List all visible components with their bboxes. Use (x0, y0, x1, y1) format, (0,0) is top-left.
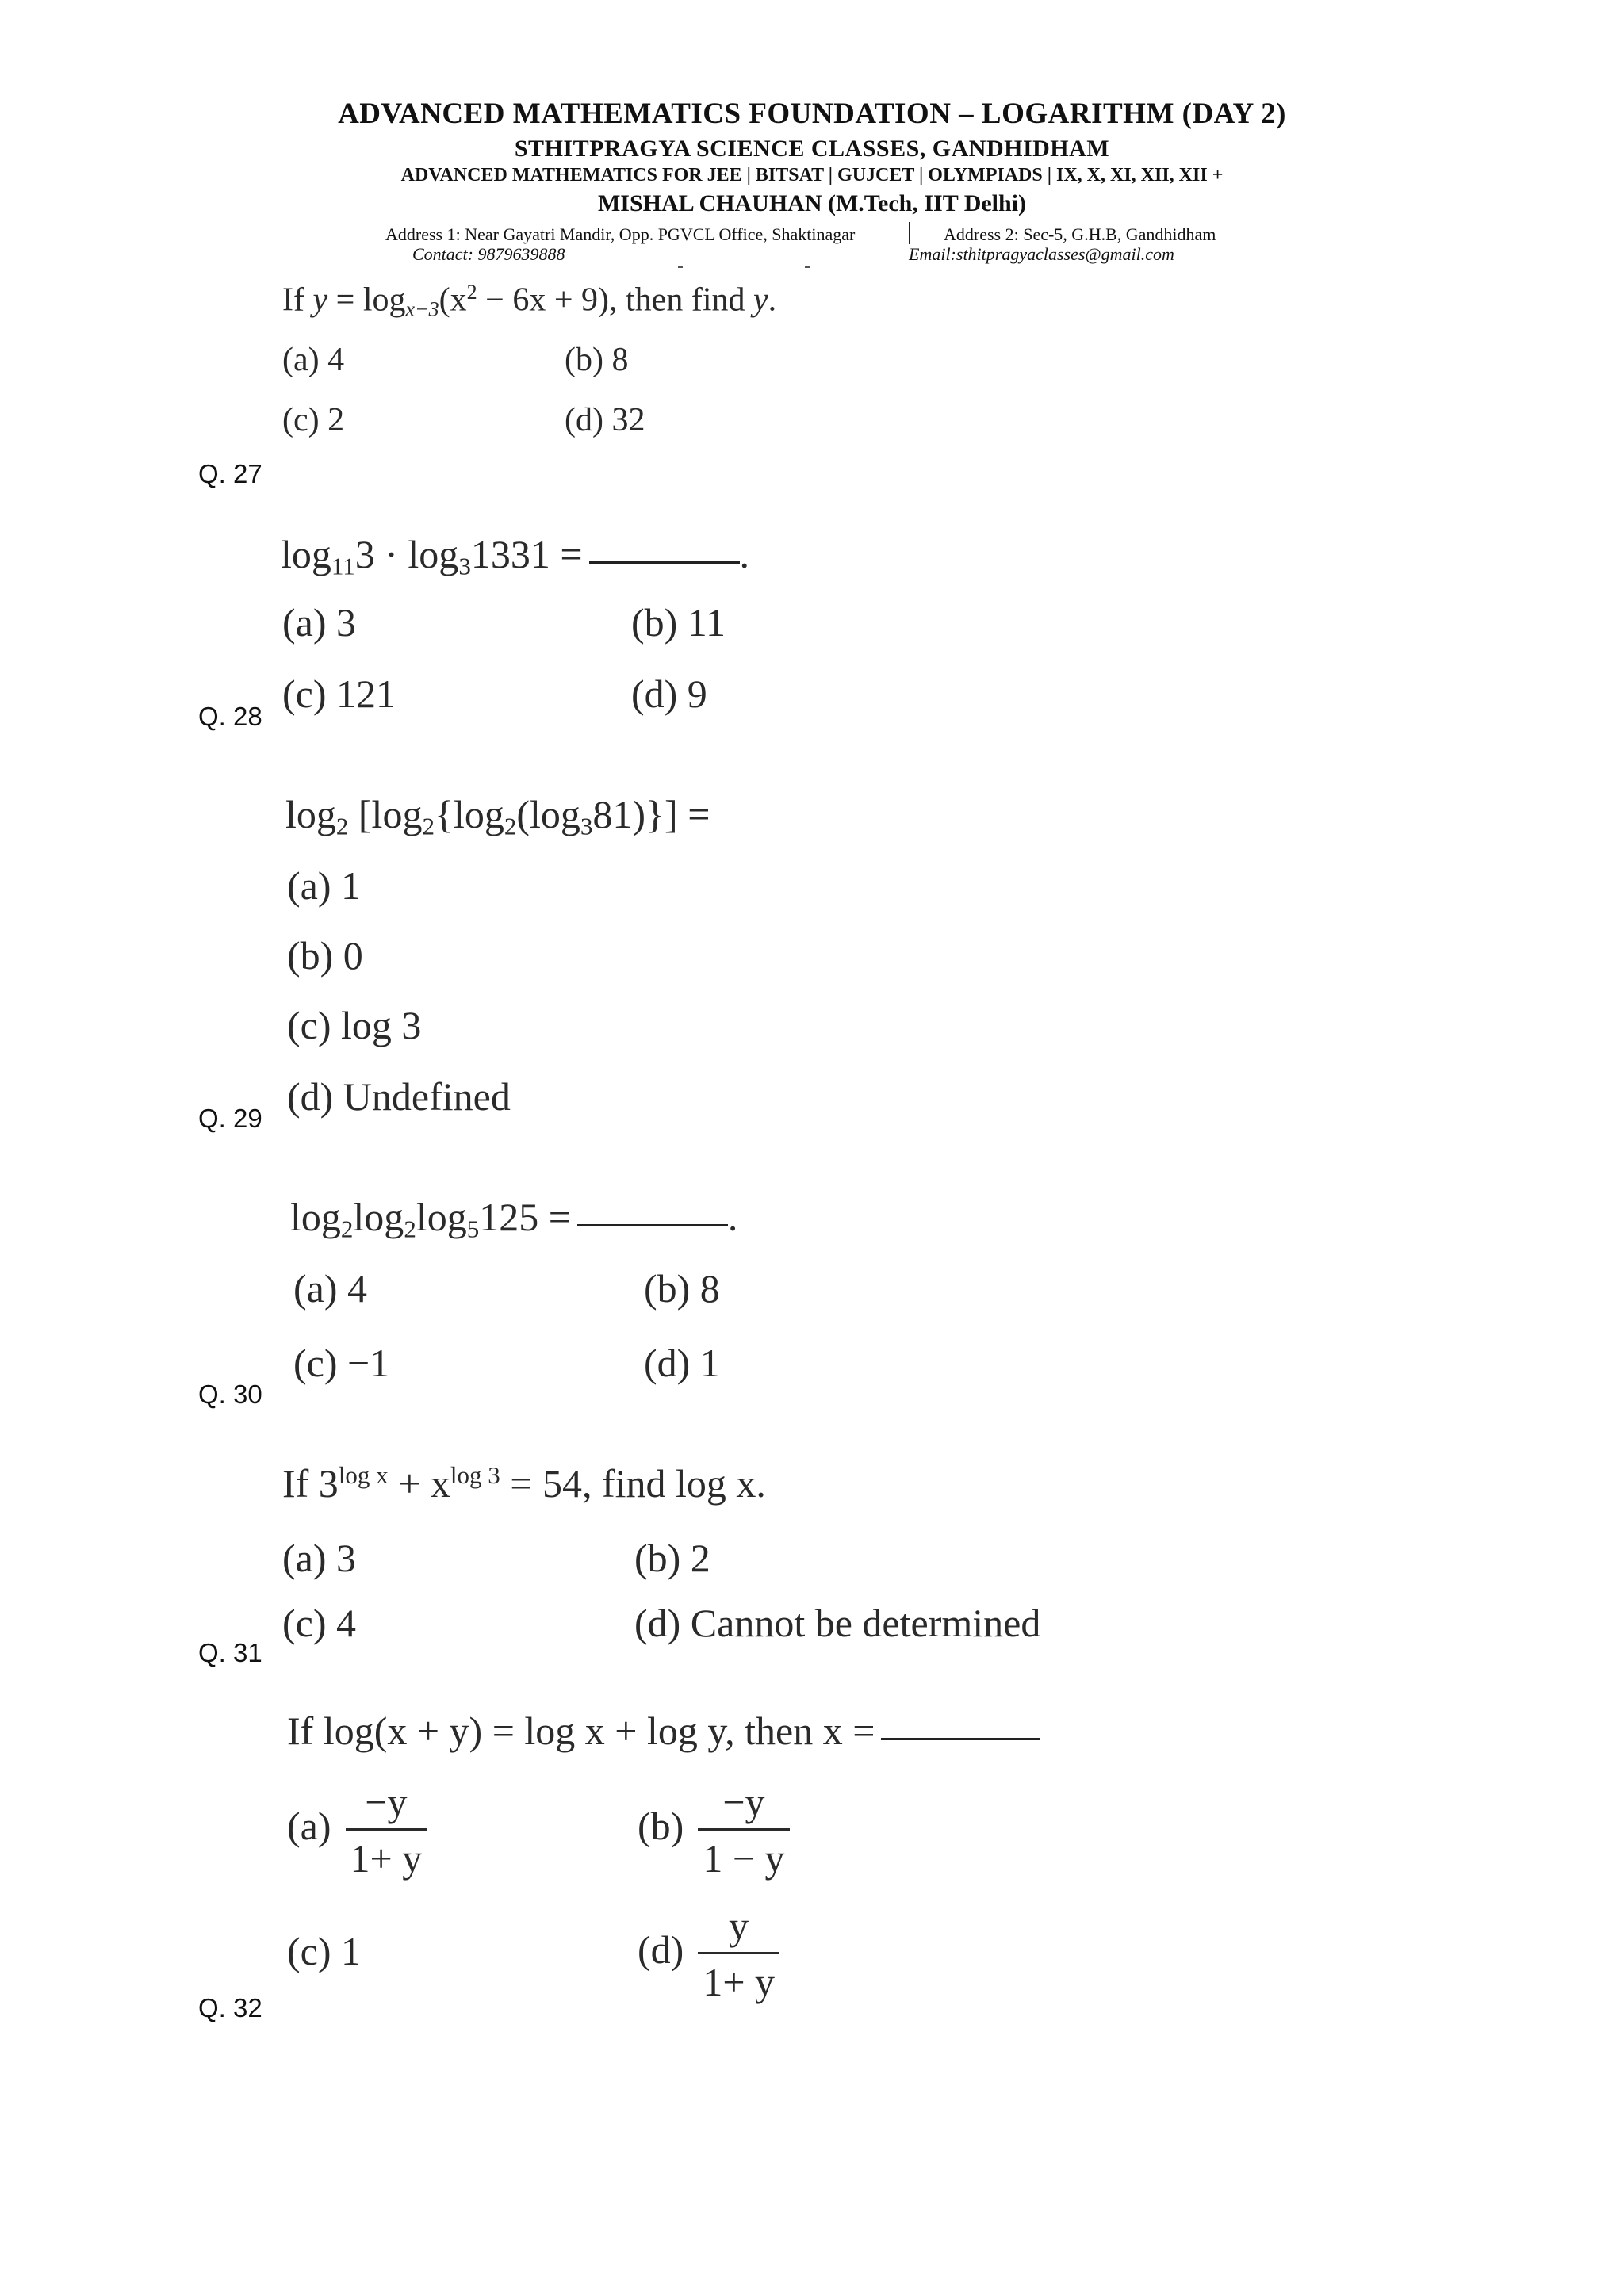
exponent: 2 (466, 281, 477, 304)
institute-name: STHITPRAGYA SCIENCE CLASSES, GANDHIDHAM (514, 136, 1110, 162)
var: y (753, 281, 768, 319)
question-28-stem (281, 531, 749, 581)
question-28-option-c[interactable]: (c) 121 (282, 672, 396, 716)
fraction (698, 1779, 789, 1881)
question-30-option-a[interactable]: (a) 4 (293, 1266, 367, 1311)
log-base: 2 (404, 1215, 416, 1243)
log-base: 2 (340, 1215, 354, 1243)
text: (x (439, 281, 467, 319)
numerator: −y (365, 1780, 408, 1824)
question-28-option-d[interactable]: (d) 9 (631, 672, 707, 716)
question-30-label: Q. 30 (198, 1380, 262, 1409)
question-29-option-c[interactable]: (c) log 3 (287, 1003, 422, 1047)
question-31-label: Q. 31 (198, 1638, 262, 1667)
question-31-option-d[interactable]: (d) Cannot be determined (634, 1601, 1041, 1645)
question-29-label: Q. 29 (198, 1104, 262, 1133)
text: 125 = (479, 1195, 571, 1239)
text: If 3 (282, 1461, 339, 1506)
question-27-option-b[interactable]: (b) 8 (565, 342, 629, 378)
contact-email: Email:sthitpragyaclasses@gmail.com (909, 244, 1174, 264)
question-27-stem (282, 281, 776, 322)
question-32-option-a[interactable] (287, 1779, 427, 1881)
option-label: (d) (638, 1927, 684, 1972)
question-29-option-a[interactable]: (a) 1 (287, 863, 361, 908)
text: [log (348, 792, 423, 836)
address-2: Address 2: Sec-5, G.H.B, Gandhidham (944, 224, 1216, 244)
log-base: 2 (504, 812, 517, 840)
question-32-option-d[interactable] (638, 1903, 779, 2005)
exponent: log 3 (450, 1460, 500, 1489)
question-27-option-a[interactable]: (a) 4 (282, 342, 345, 378)
question-30-option-d[interactable]: (d) 1 (644, 1341, 720, 1385)
question-28-option-b[interactable]: (b) 11 (631, 600, 726, 645)
question-30-stem (290, 1194, 737, 1244)
text: If log(x + y) = log x + log y, then x = (287, 1709, 875, 1753)
text: log (353, 1195, 404, 1239)
option-label: (c) 1 (287, 1929, 361, 1973)
question-28-option-a[interactable]: (a) 3 (282, 600, 356, 645)
question-27-option-c[interactable]: (c) 2 (282, 402, 345, 438)
text: = log (327, 281, 406, 319)
log-base: x−3 (405, 297, 439, 321)
numerator: −y (722, 1780, 765, 1824)
log-base: 2 (422, 812, 435, 840)
text: 3 · log (354, 532, 459, 576)
option-label: (b) (638, 1803, 684, 1848)
log-base: 11 (331, 552, 355, 580)
divider-mark (678, 266, 683, 268)
answer-blank (577, 1223, 728, 1226)
text: . (739, 532, 750, 576)
courses-line: ADVANCED MATHEMATICS FOR JEE | BITSAT | GUJCET | OLYMPIADS | IX, X, XI, XII, XII + (400, 165, 1224, 186)
log-base: 5 (466, 1215, 480, 1243)
question-31-option-a[interactable]: (a) 3 (282, 1536, 356, 1580)
question-27-option-d[interactable]: (d) 32 (565, 402, 645, 438)
text: log (281, 532, 331, 576)
text: − 6x + 9), then find (477, 281, 753, 319)
text: + x (388, 1461, 450, 1506)
address-1: Address 1: Near Gayatri Mandir, Opp. PGVCL Office, Shaktinagar (385, 224, 856, 244)
var: y (312, 281, 328, 319)
question-28-label: Q. 28 (198, 702, 262, 731)
question-27-label: Q. 27 (198, 459, 262, 488)
question-29-option-b[interactable]: (b) 0 (287, 933, 363, 978)
question-30-option-b[interactable]: (b) 8 (644, 1266, 720, 1311)
question-29-stem (285, 791, 710, 841)
log-base: 3 (458, 552, 471, 580)
text: . (727, 1195, 738, 1239)
log-base: 2 (335, 812, 349, 840)
numerator: y (729, 1904, 749, 1948)
answer-blank (881, 1737, 1040, 1740)
text: If (282, 281, 313, 319)
answer-blank (589, 561, 740, 564)
question-31-option-b[interactable]: (b) 2 (634, 1536, 710, 1580)
address-separator (909, 222, 910, 244)
question-30-option-c[interactable]: (c) −1 (293, 1341, 390, 1385)
text: log (290, 1195, 341, 1239)
log-base: 3 (580, 812, 593, 840)
text: 1331 = (470, 532, 583, 576)
question-32-option-c[interactable] (287, 1928, 361, 1974)
text: = 54, find log x. (500, 1461, 766, 1506)
divider-mark (805, 266, 810, 268)
text: . (768, 281, 777, 319)
fraction (698, 1903, 779, 2005)
question-31-stem (282, 1460, 766, 1506)
contact-number: Contact: 9879639888 (412, 244, 565, 264)
text: 81)}] = (592, 792, 710, 836)
page-title: ADVANCED MATHEMATICS FOUNDATION – LOGARITHM (DAY 2) (338, 98, 1286, 130)
denominator: 1+ y (698, 1952, 779, 2005)
text: log (416, 1195, 467, 1239)
question-32-option-b[interactable] (638, 1779, 790, 1881)
teacher-name: MISHAL CHAUHAN (M.Tech, IIT Delhi) (597, 190, 1027, 216)
question-31-option-c[interactable]: (c) 4 (282, 1601, 356, 1645)
denominator: 1 − y (698, 1828, 789, 1881)
question-32-stem (287, 1708, 1040, 1754)
text: {log (434, 792, 504, 836)
denominator: 1+ y (346, 1828, 427, 1881)
text: (log (516, 792, 580, 836)
question-32-label: Q. 32 (198, 1993, 262, 2022)
exponent: log x (338, 1460, 389, 1489)
fraction (346, 1779, 427, 1881)
text: log (285, 792, 336, 836)
option-label: (a) (287, 1803, 331, 1848)
question-29-option-d[interactable]: (d) Undefined (287, 1074, 511, 1119)
